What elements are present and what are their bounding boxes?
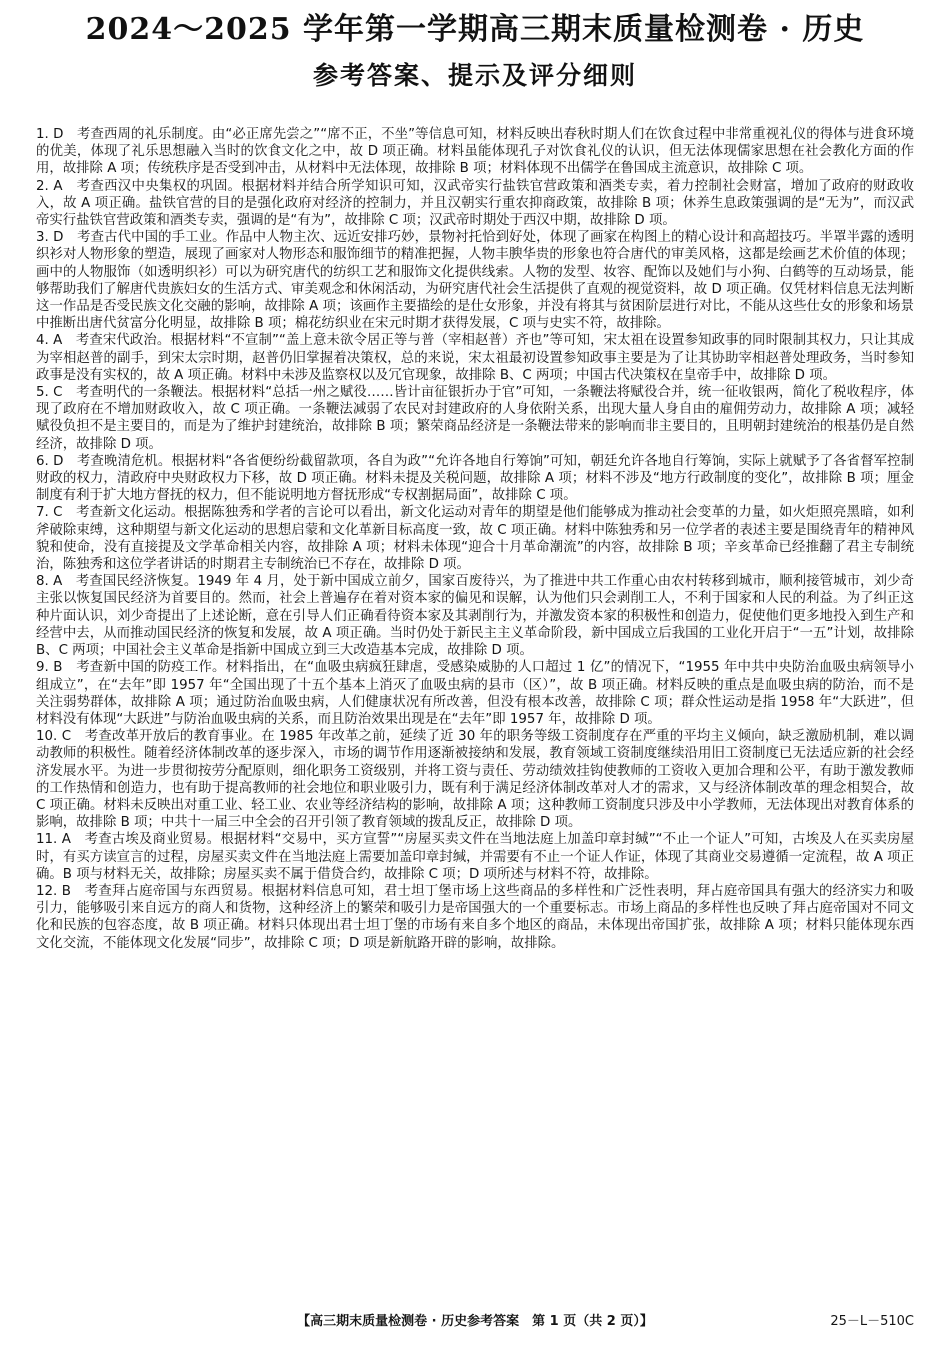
answer-item-8: 8. A 考查国民经济恢复。1949 年 4 月，处于新中国成立前夕，国家百废待兴，为了推进中共工作重心由农村转移到城市，顺利接管城市，刘少奇主张以恢复国民经济为首要目的。然而，社会上普遍存在着对资本家的偏见和误解，认为他们只会剥削工人，不利于国家和人民的利益。为了纠正这种片面认识，刘少奇提出了上述论断，意在引导人们正确看待资本家及其剥削行为，并激发资本家的积极性和创造力，促使他们更多地投入到生产和经营中去，从而推动国民经济的恢复和发展，故 A 项正确。当时仍处于新民主主义革命阶段，新中国成立后我国的工业化开启于“一五”计划，故排除 B、C 两项；中国社会主义革命是指新中国成立到三大改造基本完成，故排除 D 项。 bbox=[36, 574, 914, 659]
answer-item-12: 12. B 考查拜占庭帝国与东西贸易。根据材料信息可知，君士坦丁堡市场上这些商品的多样性和广泛性表明，拜占庭帝国具有强大的经济实力和吸引力，能够吸引来自远方的商人和货物，这种经济上的繁荣和吸引力是帝国强大的一个重要标志。市场上商品的多样性也反映了拜占庭帝国对不同文化和民族的包容态度，故 B 项正确。材料只体现出君士坦丁堡的市场有来自多个地区的商品，未体现出帝国扩张，故排除 A 项；材料只能体现东西文化交流，不能体现文化发展“同步”，故排除 C 项；D 项是新航路开辟的影响，故排除。 bbox=[36, 883, 914, 951]
answer-item-4: 4. A 考查宋代政治。根据材料“不宣制”“盖上意未欲令居正等与普（宰相赵普）齐也”等可知，宋太祖在设置参知政事的同时限制其权力，只让其成为宰相赵普的副手，到宋太宗时期，赵普仍旧掌握着决策权，总的来说，宋太祖最初设置参知政事主要是为了让其协助宰相赵普处理政务，当时参知政事是没有实权的，故 A 项正确。材料中未涉及监察权以及冗官现象，故排除 B、C 两项；中国古代决策权在皇帝手中，故排除 D 项。 bbox=[36, 333, 914, 383]
answer-list bbox=[36, 126, 914, 952]
answer-item-2: 2. A 考查西汉中央集权的巩固。根据材料并结合所学知识可知，汉武帝实行盐铁官营政策和酒类专卖，着力控制社会财富，增加了政府的财政收入，故 A 项正确。盐铁官营的目的是强化政府对经济的控制力，并且汉朝实行重农抑商政策，故排除 B 项；休养生息政策强调的是“无为”，而汉武帝实行盐铁官营政策和酒类专卖，强调的是“有为”，故排除 C 项；汉武帝时期处于西汉中期，故排除 D 项。 bbox=[36, 178, 914, 229]
answer-item-7: 7. C 考查新文化运动。根据陈独秀和学者的言论可以看出，新文化运动对青年的期望是他们能够成为推动社会变革的力量，如火炬照亮黑暗，如利斧破除束缚，这种期望与新文化运动的思想启蒙和文化革新目标高度一致，故 C 项正确。材料中陈独秀和另一位学者的表述主要是围绕青年的精神风貌和使命，没有直接提及文学革命相关内容，故排除 A 项；材料未体现“迎合十月革命潮流”的内容，故排除 B 项；辛亥革命已经推翻了君主专制统治，陈独秀和这位学者讲话的时期君主专制统治已不存在，故排除 D 项。 bbox=[36, 505, 914, 573]
answer-item-3: 3. D 考查古代中国的手工业。作品中人物主次、远近安排巧妙，景物衬托恰到好处，体现了画家在构图上的精心设计和高超技巧。半罩半露的透明织衫对人物形象的塑造，展现了画家对人物形态和服饰细节的精准把握，人物丰腴华贵的形象也符合唐代的审美风格，这都是绘画艺术价值的体现；画中的人物服饰（如透明织衫）可以为研究唐代的纺织工艺和服饰文化提供线索。人物的发型、妆容、配饰以及她们与小狗、白鹤等的互动场景，能够帮助我们了解唐代贵族妇女的生活方式、审美观念和休闲活动，为研究唐代社会生活提供了直观的视觉资料，故 D 项正确。仅凭材料信息无法判断这一作品是否受民族文化交融的影响，故排除 A 项；该画作主要描绘的是仕女形象，并没有将其与贫困阶层进行对比，不能从这些仕女的形象和场景中推断出唐代贫富分化明显，故排除 B 项；棉花纺织业在宋元时期才获得发展，C 项与史实不符，故排除。 bbox=[36, 230, 914, 332]
footer-code: 25－L－510C bbox=[830, 1314, 914, 1329]
answer-item-9: 9. B 考查新中国的防疫工作。材料指出，在“血吸虫病疯狂肆虐，受感染威胁的人口超过 1 亿”的情况下，“1955 年中共中央防治血吸虫病领导小组成立”，在“去年”即 1957 年“全国出现了十五个基本上消灭了血吸虫病的县市（区）”，故 B 项正确。材料反映的重点是血吸虫病的防治，而不是关注弱势群体，故排除 A 项；通过防治血吸虫病，人们健康状况有所改善，但没有根本改善，故排除 C 项；群众性运动是指 1958 年“大跃进”，但材料没有体现“大跃进”与防治血吸虫病的关系，而且防治效果出现是在“去年”即 1957 年，故排除 D 项。 bbox=[36, 660, 914, 727]
page-subtitle: 参考答案、提示及评分细则 bbox=[312, 61, 637, 90]
answer-item-6: 6. D 考查晚清危机。根据材料“各省便纷纷截留款项，各自为政”“允许各地自行筹饷”可知，朝廷允许各地自行筹饷，实际上就赋予了各省督军控制财政的权力，清政府中央财政权力下移，故 D 项正确。材料未提及关税问题，故排除 A 项；材料不涉及“地方行政制度的变化”，故排除 B 项；厘金制度有利于扩大地方督抚的权力，但不能说明地方督抚形成“专权割据局面”，故排除 C 项。 bbox=[36, 453, 914, 504]
answer-item-1: 1. D 考查西周的礼乐制度。由“必正席先尝之”“席不正，不坐”等信息可知，材料反映出春秋时期人们在饮食过程中非常重视礼仪的得体与进食环境的优美，体现了礼乐思想融入当时的饮食文化之中，故 D 项正确。材料虽能体现孔子对饮食礼仪的认识，但无法体现儒家思想在社会教化方面的作用，故排除 A 项；传统秩序是否受到冲击，从材料中无法体现，故排除 B 项；材料体现不出儒学在鲁国成主流意识，故排除 C 项。 bbox=[36, 127, 914, 177]
page-title: 2024～2025 学年第一学期高三期末质量检测卷 · 历史 bbox=[85, 12, 865, 47]
footer-page-info: 【高三期末质量检测卷 · 历史参考答案 第 1 页（共 2 页）】 bbox=[297, 1314, 653, 1329]
answer-item-10: 10. C 考查改革开放后的教育事业。在 1985 年改革之前，延续了近 30 年的职务等级工资制度存在严重的平均主义倾向，缺乏激励机制，难以调动教师的积极性。随着经济体制改革的逐步深入，市场的调节作用逐渐被接纳和发展，教育领域工资制度继续沿用旧工资制度已无法适应新的社会经济发展水平。为进一步贯彻按劳分配原则，细化职务工资级别，并将工资与责任、劳动绩效挂钩使教师的工资收入更加合理和公平，有助于激发教师的工作热情和创造力，也有助于提高教师的社会地位和职业吸引力，既有利于满足经济体制改革对人才的需求，又与经济体制改革的理念相契合，故 C 项正确。材料未反映出对重工业、轻工业、农业等经济结构的影响，故排除 A 项；这种教师工资制度只涉及中小学教师，无法体现出对教育体系的影响，故排除 B 项；中共十一届三中全会的召开引领了教育领域的拨乱反正，故排除 D 项。 bbox=[36, 729, 914, 831]
answer-item-5: 5. C 考查明代的一条鞭法。根据材料“总括一州之赋役……皆计亩征银折办于官”可知，一条鞭法将赋役合并，统一征收银两，简化了税收程序，体现了政府在不增加财政收入，故 C 项正确。一条鞭法减弱了农民对封建政府的人身依附关系，出现大量人身自由的雇佣劳动力，故排除 A 项；减轻赋役负担不是主要目的，而是为了维护封建统治，故排除 B 项；繁荣商品经济是一条鞭法带来的影响而非主要目的，且明朝封建统治的根基仍是自然经济，故排除 D 项。 bbox=[36, 385, 914, 452]
page-footer bbox=[0, 1312, 950, 1332]
answer-item-11: 11. A 考查古埃及商业贸易。根据材料“交易中，买方宣誓”“房屋买卖文件在当地法庭上加盖印章封缄”“不止一个证人”可知，古埃及人在买卖房屋时，有买方读宣言的过程，房屋买卖文件在当地法庭上需要加盖印章封缄，并需要有不止一个证人作证，体现了其商业交易遵循一定流程，故 A 项正确。B 项与材料无关，故排除；房屋买卖不属于借贷合约，故排除 C 项；D 项所述与材料不符，故排除。 bbox=[36, 832, 914, 882]
